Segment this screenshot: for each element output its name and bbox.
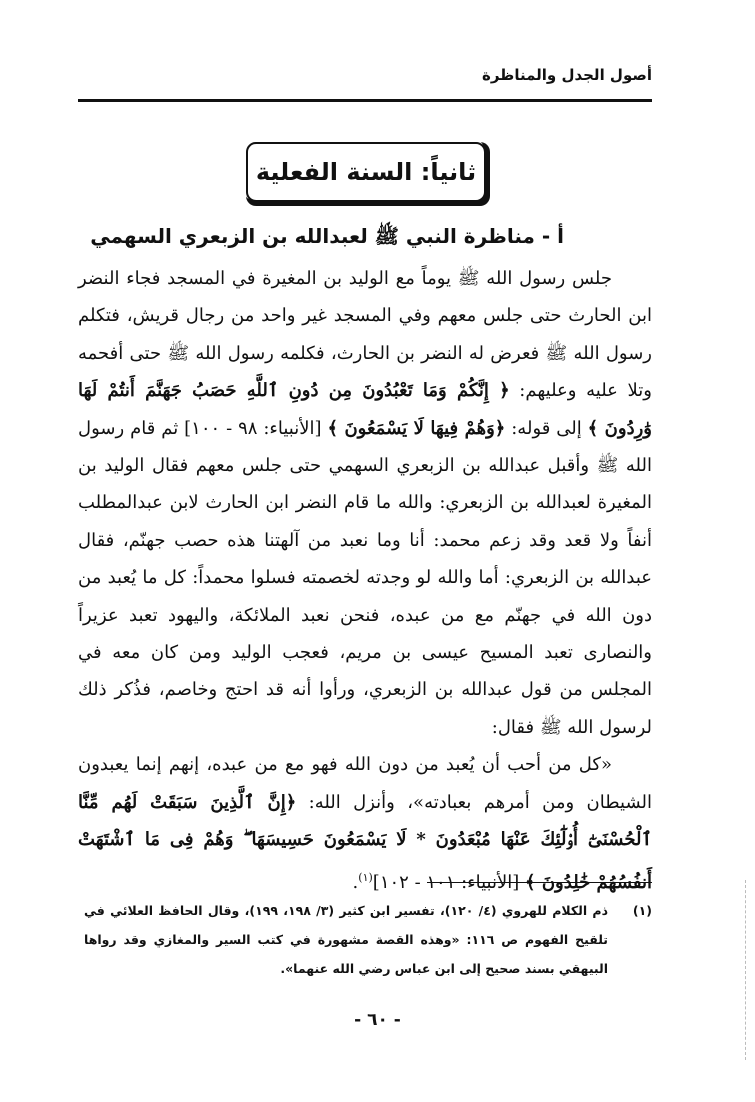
page-number: - ٦٠ - xyxy=(354,1010,401,1030)
quran-verse: ﴿إِنَّ ٱلَّذِينَ سَبَقَتْ لَهُم مِّنَّا ٱلْحُسْنَىٰٓ أُو۟لَٰٓئِكَ عَنْهَا مُبْعَدُونَ * لَا يَسْمَعُونَ حَسِيسَهَا ۖ وَهُمْ فِى مَا ٱشْتَهَتْ أَنفُسُهُمْ خَٰلِدُونَ ﴾ xyxy=(78,791,652,893)
text-run: إلى قوله: xyxy=(505,417,588,439)
text-run: «كل من أحب أن يُعبد من دون الله فهو مع من عبده، إنهم إنما يعبدون الشيطان ومن أمرهم بعبادته»، وأنزل الله: xyxy=(78,754,652,813)
paragraph xyxy=(78,260,652,746)
text-run: [الأنبياء: ١٠١ - ١٠٢] xyxy=(372,871,526,893)
paragraph xyxy=(78,746,652,901)
section-title-frame xyxy=(246,142,486,202)
section-title: ثانياً: السنة الفعلية xyxy=(255,158,477,186)
footnote-separator xyxy=(427,882,652,883)
footnote xyxy=(84,896,652,992)
text-run: جلس رسول الله ﷺ يوماً مع الوليد بن المغيرة في المسجد فجاء النضر ابن الحارث حتى جلس معهم وفي المسجد غير واحد من رجال قريش، فتكلم رسول الله ﷺ فعرض له النضر بن الحارث، فكلمه رسول الله ﷺ حتى أفحمه وتلا عليه وعليهم: xyxy=(78,268,652,402)
quran-verse: ﴿ إِنَّكُمْ وَمَا تَعْبُدُونَ مِن دُونِ ٱللَّهِ حَصَبُ جَهَنَّمَ أَنتُمْ لَهَا وَٰرِدُونَ ﴾ xyxy=(78,380,652,439)
text-run: . xyxy=(352,871,359,893)
subsection-heading: أ - مناظرة النبي ﷺ لعبدالله بن الزبعري السهمي xyxy=(90,224,564,248)
footnote-text: ذم الكلام للهروي (٤/ ١٢٠)، تفسير ابن كثير (٣/ ١٩٨، ١٩٩)، وقال الحافظ العلائي في تلقيح الفهوم ص ١١٦: «وهذه القصة مشهورة في كتب السير والمغازي وقد رواها البيهقي بسند صحيح إلى ابن عباس رضي الله عنهما». xyxy=(84,903,608,976)
running-header-title: أصول الجدل والمناظرة xyxy=(482,66,652,84)
scan-edge-marks xyxy=(745,880,749,1060)
footnote-reference[interactable]: (١) xyxy=(358,870,373,884)
quran-verse: ﴿وَهُمْ فِيهَا لَا يَسْمَعُونَ ﴾ xyxy=(327,417,506,439)
footnote-number: (١) xyxy=(632,903,652,918)
body-text xyxy=(78,260,652,893)
text-run: [الأنبياء: ٩٨ - ١٠٠] ثم قام رسول الله ﷺ وأقبل عبدالله بن الزبعري السهمي حتى جلس معهم فقال الوليد بن المغيرة لعبدالله بن الزبعري: والله ما قام النضر ابن الحارث لابن عبدالمطلب أنفاً ولا قعد وقد زعم محمد: أنا وما نعبد من آلهتنا هذه حصب جهنّم، فقال عبدالله بن الزبعري: أما والله لو وجدته لخصمته فسلوا محمداً: كل ما يُعبد من دون الله في جهنّم مع من عبده، فنحن نعبد الملائكة، واليهود تعبد عزيراً والنصارى تعبد المسيح عيسى بن مريم، فعجب الوليد ومن كان معه في المجلس من قول عبدالله بن الزبعري، ورأوا أنه قد احتج وخاصم، فذُكر ذلك لرسول الله ﷺ فقال: xyxy=(78,417,652,738)
header-rule xyxy=(78,99,652,102)
